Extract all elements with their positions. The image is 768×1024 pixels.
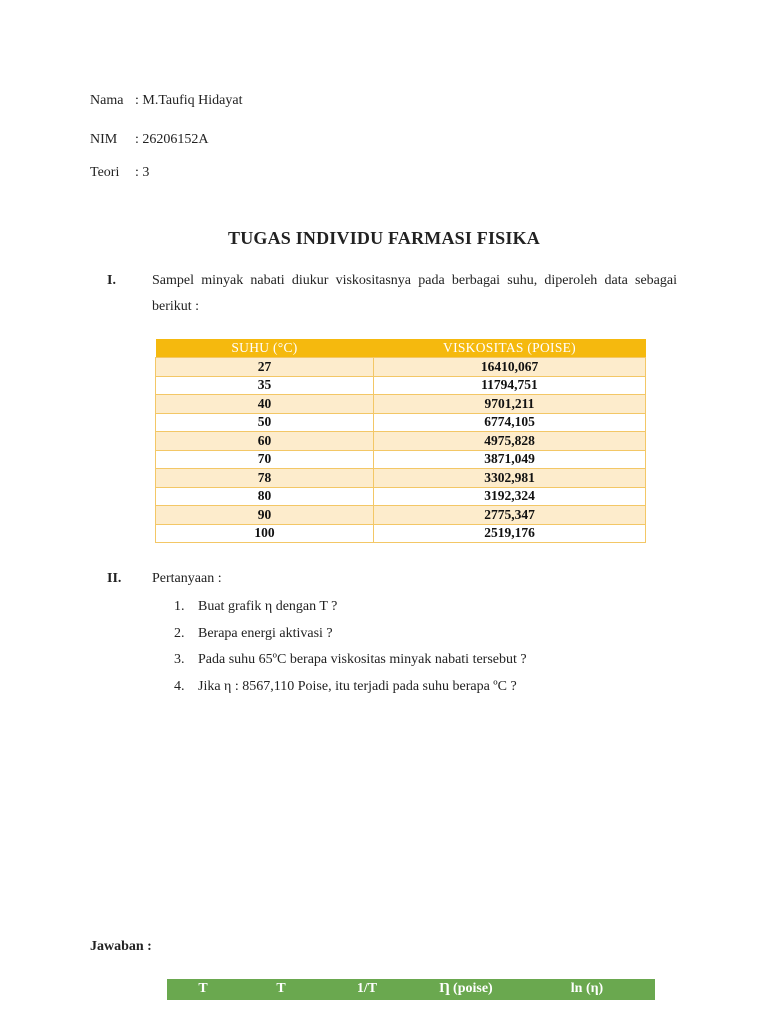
answer-header-t-kelvin: T [276,981,286,996]
answer-label: Jawaban : [90,939,152,954]
table-row [156,413,646,432]
cell-suhu: 70 [156,450,374,469]
cell-suhu: 90 [156,506,374,525]
question-list [174,596,527,702]
question-number: 2. [174,625,185,641]
question-number: 4. [174,678,185,694]
name-value: : M.Taufiq Hidayat [135,93,243,108]
nim-line [90,132,209,148]
question-text: Buat grafik η dengan T ? [198,599,338,614]
teori-line [90,165,149,181]
cell-viskositas: 6774,105 [374,413,646,432]
header-viskositas: VISKOSITAS (POISE) [374,339,646,358]
name-label: Nama [90,93,124,108]
cell-viskositas: 11794,751 [374,376,646,395]
cell-viskositas: 9701,211 [374,395,646,414]
table-row [156,376,646,395]
cell-suhu: 35 [156,376,374,395]
document-title: TUGAS INDIVIDU FARMASI FISIKA [227,228,540,248]
section-1-text: Sampel minyak nabati diukur viskositasnya pada berbagai suhu, diperoleh data sebagai berikut : [152,273,677,314]
cell-suhu: 27 [156,358,374,377]
cell-suhu: 50 [156,413,374,432]
cell-suhu: 40 [156,395,374,414]
cell-viskositas: 2775,347 [374,506,646,525]
table-row [156,506,646,525]
section-2-number: II. [107,571,122,586]
question-item [174,676,527,703]
section-2-title: Pertanyaan : [152,571,222,586]
cell-suhu: 78 [156,469,374,488]
table-row [156,395,646,414]
question-item [174,596,527,623]
answer-header-viscosity: Ƞ (poise) [439,981,493,996]
cell-suhu: 100 [156,524,374,543]
cell-viskositas: 3302,981 [374,469,646,488]
nim-value: : 26206152A [135,132,209,147]
cell-viskositas: 2519,176 [374,524,646,543]
answer-table-header [167,979,655,1000]
answer-header-inverse-t: 1/T [356,981,378,996]
table-row [156,524,646,543]
table-row [156,450,646,469]
teori-value: : 3 [135,165,150,180]
table-header-row [156,339,646,358]
table-row [156,487,646,506]
section-1-number: I. [107,273,116,288]
cell-viskositas: 4975,828 [374,432,646,451]
question-number: 1. [174,599,185,614]
viscosity-table [155,339,646,543]
question-number: 3. [174,652,185,667]
answer-header-t-celsius: T [198,981,208,996]
cell-suhu: 60 [156,432,374,451]
header-suhu: SUHU (°C) [156,339,374,358]
answer-header-ln-viscosity: ln (η) [570,981,604,996]
table-row [156,358,646,377]
cell-viskositas: 3192,324 [374,487,646,506]
cell-suhu: 80 [156,487,374,506]
question-item [174,623,527,650]
cell-viskositas: 3871,049 [374,450,646,469]
nim-label: NIM [90,132,118,147]
table-row [156,469,646,488]
table-row [156,432,646,451]
question-item [174,649,527,676]
question-text: Pada suhu 65ºC berapa viskositas minyak nabati tersebut ? [198,652,527,667]
cell-viskositas: 16410,067 [374,358,646,377]
name-line [90,93,243,109]
teori-label: Teori [90,165,120,180]
question-text: Jika η : 8567,110 Poise, itu terjadi pada suhu berapa ºC ? [198,678,517,694]
question-text: Berapa energi aktivasi ? [198,625,333,641]
